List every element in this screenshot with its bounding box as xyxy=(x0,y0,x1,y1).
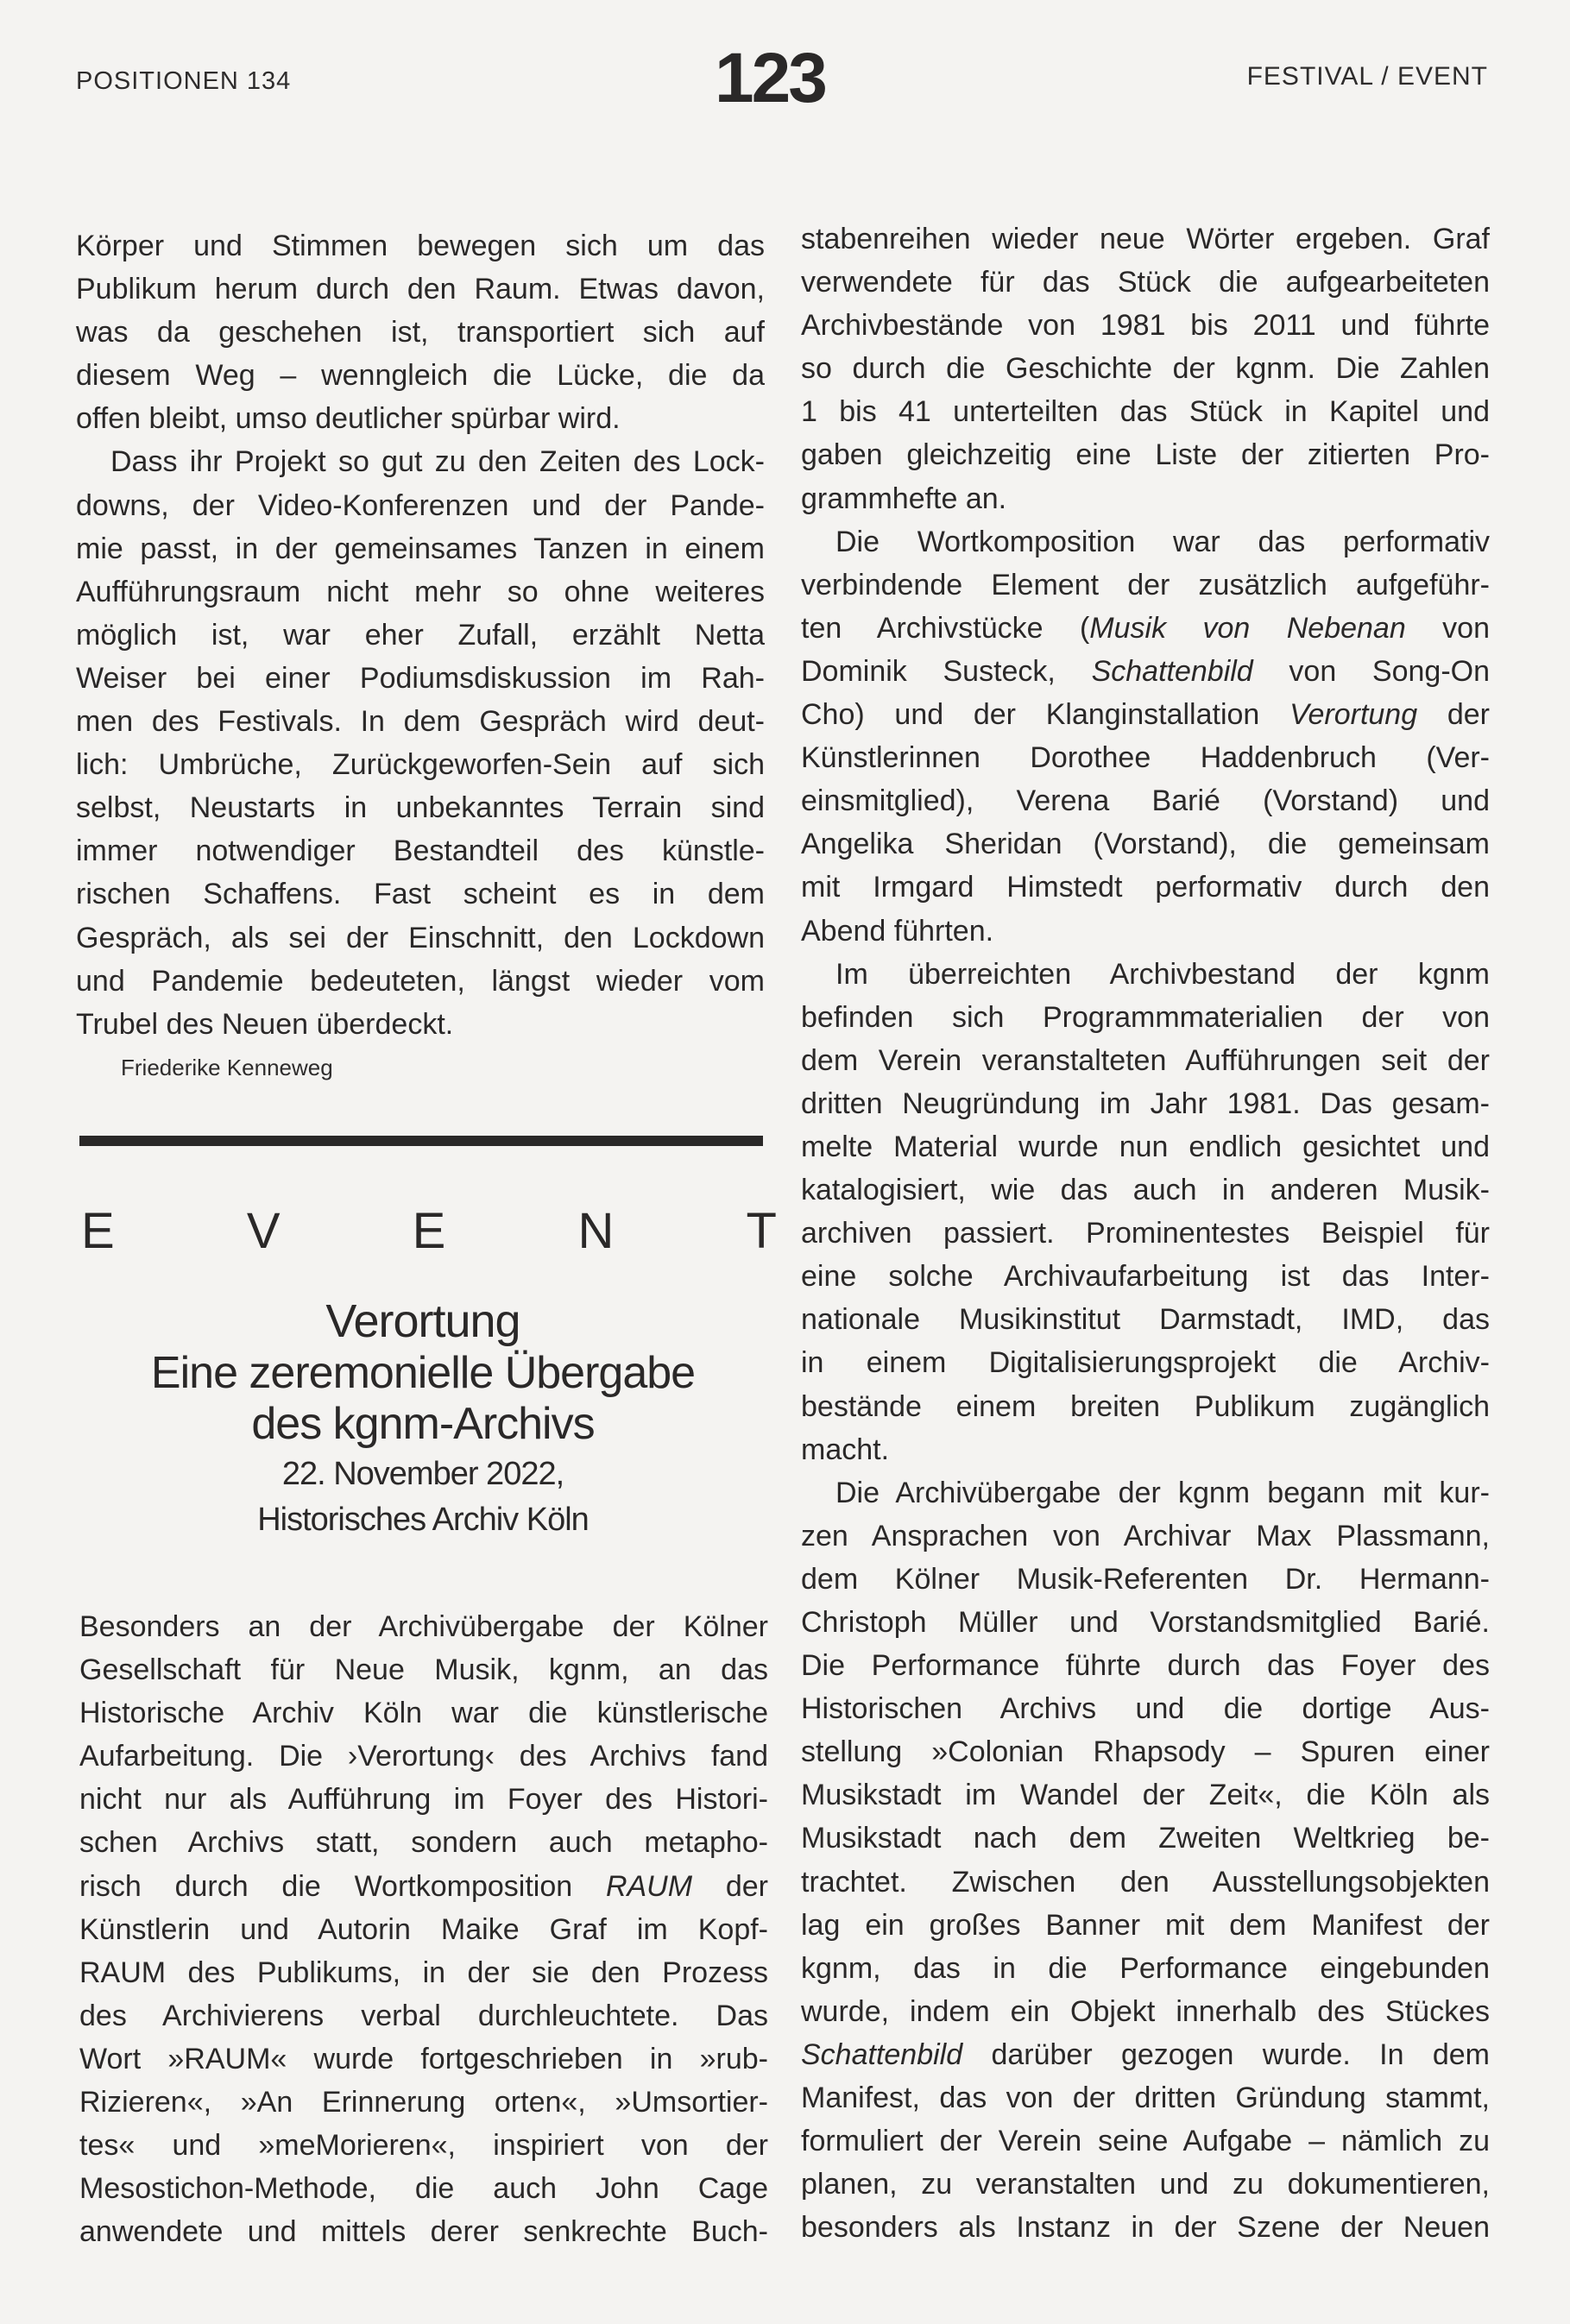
text-line: Besonders an der Archivübergabe der Kölner xyxy=(79,1610,768,1643)
section-label-letter: N xyxy=(577,1203,615,1259)
text-line: melte Material wurde nun endlich gesichtet und xyxy=(801,1130,1490,1163)
italic-title: RAUM xyxy=(605,1869,693,1903)
text-line: Mesostichon-Methode, die auch John Cage xyxy=(79,2172,768,2206)
text-line: Publikum herum durch den Raum. Etwas davon, xyxy=(76,273,765,306)
section-label-letter: E xyxy=(412,1203,446,1259)
paragraph xyxy=(76,440,765,1045)
running-header-left: POSITIONEN 134 xyxy=(76,67,292,95)
italic-title: Schattenbild xyxy=(801,2037,963,2071)
previous-article-ending xyxy=(76,224,765,1046)
text-line: was da geschehen ist, transportiert sich auf xyxy=(76,316,765,350)
text-line: stabenreihen wieder neue Wörter ergeben. Graf xyxy=(801,223,1490,255)
text-line: eine solche Archivaufarbeitung ist das Inter- xyxy=(801,1260,1490,1294)
text-line: in einem Digitalisierungsprojekt die Archiv- xyxy=(801,1346,1490,1380)
text-line: Musikstadt nach dem Zweiten Weltkrieg be- xyxy=(801,1822,1490,1855)
text-line: trachtet. Zwischen den Ausstellungsobjekten xyxy=(801,1865,1490,1899)
text-line: ten Archivstücke (Musik von Nebenan von xyxy=(801,611,1490,645)
text-line: Dass ihr Projekt so gut zu den Zeiten des Lock- xyxy=(110,445,765,479)
text-line: lich: Umbrüche, Zurückgeworfen-Sein auf sich xyxy=(76,748,765,782)
event-heading xyxy=(79,1294,766,1541)
text-line: rischen Schaffens. Fast scheint es in dem xyxy=(76,878,765,911)
paragraph xyxy=(801,1471,1490,2250)
text-line: selbst, Neustarts in unbekanntes Terrain sind xyxy=(76,791,765,825)
text-line: Künstlerin und Autorin Maike Graf im Kopf- xyxy=(79,1912,768,1946)
event-subtitle: des kgnm-Archivs xyxy=(251,1399,595,1449)
text-line: mit Irmgard Himstedt performativ durch den xyxy=(801,871,1490,904)
text-line: anwendete und mittels derer senkrechte Buch- xyxy=(79,2215,768,2249)
text-line: Körper und Stimmen bewegen sich um das xyxy=(76,230,765,262)
text-line: Trubel des Neuen überdeckt. xyxy=(76,1007,454,1041)
text-line: katalogisiert, wie das auch in anderen Musik- xyxy=(801,1174,1490,1207)
text-line: gaben gleichzeitig eine Liste der zitierten Pro- xyxy=(801,438,1490,472)
event-article-body-continued xyxy=(801,217,1490,2249)
text-line: downs, der Video-Konferenzen und der Pande- xyxy=(76,488,765,522)
text-line: verbindende Element der zusätzlich aufgeführ- xyxy=(801,568,1490,601)
text-line: so durch die Geschichte der kgnm. Die Zahlen xyxy=(801,352,1490,386)
section-divider xyxy=(79,1136,763,1146)
text-line: Rizieren«, »An Erinnerung orten«, »Umsortier- xyxy=(79,2086,768,2119)
text-line: Gespräch, als sei der Einschnitt, den Lockdown xyxy=(76,921,765,954)
text-line: dem Verein veranstalteten Aufführungen seit der xyxy=(801,1043,1490,1077)
article-author: Friederike Kenneweg xyxy=(121,1055,333,1080)
italic-title: Schattenbild xyxy=(1091,654,1253,688)
text-line: Christoph Müller und Vorstandsmitglied Barié. xyxy=(801,1606,1490,1639)
text-line: mie passt, in der gemeinsames Tanzen in einem xyxy=(76,532,765,565)
text-line: Gesellschaft für Neue Musik, kgnm, an das xyxy=(79,1653,768,1687)
text-line: befinden sich Programmmaterialien der von xyxy=(801,1000,1490,1034)
text-line: bestände einem breiten Publikum zugänglich xyxy=(801,1389,1490,1423)
text-line: Weiser bei einer Podiumsdiskussion im Rah- xyxy=(76,661,765,695)
text-line: wurde, indem ein Objekt innerhalb des Stückes xyxy=(801,1994,1490,2028)
text-line: kgnm, das in die Performance eingebunden xyxy=(801,1951,1490,1985)
text-line: Aufführungsraum nicht mehr so ohne weiteres xyxy=(76,575,765,608)
text-line: Die Archivübergabe der kgnm begann mit kur- xyxy=(835,1476,1490,1509)
text-line: planen, zu veranstalten und zu dokumentieren, xyxy=(801,2168,1490,2201)
text-line: Historischen Archivs und die dortige Aus- xyxy=(801,1692,1490,1726)
text-line: formuliert der Verein seine Aufgabe – nämlich zu xyxy=(801,2125,1490,2158)
text-line: Wort »RAUM« wurde fortgeschrieben in »rub- xyxy=(79,2042,768,2075)
text-line: verwendete für das Stück die aufgearbeiteten xyxy=(801,266,1490,299)
text-line: besonders als Instanz in der Szene der Neuen xyxy=(801,2211,1490,2245)
text-line: Die Performance führte durch das Foyer des xyxy=(801,1649,1490,1683)
text-line: Aufarbeitung. Die ›Verortung‹ des Archivs fand xyxy=(79,1740,768,1773)
event-location: Historisches Archiv Köln xyxy=(257,1502,589,1538)
text-line: möglich ist, war eher Zufall, erzählt Netta xyxy=(76,618,765,652)
event-subtitle: Eine zeremonielle Übergabe xyxy=(150,1348,696,1398)
text-line: 1 bis 41 unterteilten das Stück in Kapitel und xyxy=(801,395,1490,429)
text-line: grammhefte an. xyxy=(801,482,1007,515)
text-line: RAUM des Publikums, in der sie den Prozess xyxy=(79,1956,768,1989)
paragraph xyxy=(801,217,1490,520)
section-label-letter: V xyxy=(246,1203,281,1259)
text-line: Dominik Susteck, Schattenbild von Song-On xyxy=(801,654,1490,688)
text-line: Die Wortkomposition war das performativ xyxy=(835,525,1490,558)
paragraph xyxy=(76,224,765,440)
text-line: Schattenbild darüber gezogen wurde. In dem xyxy=(801,2037,1490,2071)
text-line: nationale Musikinstitut Darmstadt, IMD, das xyxy=(801,1303,1490,1337)
text-line: Musikstadt im Wandel der Zeit«, die Köln als xyxy=(801,1779,1490,1812)
text-line: Archivbestände von 1981 bis 2011 und führte xyxy=(801,309,1490,343)
text-line: zen Ansprachen von Archivar Max Plassmann, xyxy=(801,1519,1490,1552)
text-line: einsmitglied), Verena Barié (Vorstand) und xyxy=(801,784,1490,818)
italic-title: Musik von Nebenan xyxy=(1089,611,1406,645)
text-line: Angelika Sheridan (Vorstand), die gemeinsam xyxy=(801,828,1490,861)
section-label-event xyxy=(81,1203,777,1259)
text-line: des Archivierens verbal durchleuchtete. Das xyxy=(79,1999,768,2032)
italic-title: Verortung xyxy=(1289,698,1418,732)
text-line: immer notwendiger Bestandteil des künstle- xyxy=(76,834,765,868)
event-article-body-start xyxy=(79,1605,768,2253)
text-line: stellung »Colonian Rhapsody – Spuren einer xyxy=(801,1735,1490,1769)
text-line: diesem Weg – wenngleich die Lücke, die da xyxy=(76,359,765,393)
text-line: Historische Archiv Köln war die künstlerische xyxy=(79,1697,768,1730)
text-line: Künstlerinnen Dorothee Haddenbruch (Ver- xyxy=(801,741,1490,775)
text-line: Cho) und der Klanginstallation Verortung der xyxy=(801,698,1490,732)
text-line: Im überreichten Archivbestand der kgnm xyxy=(835,957,1490,991)
page-number: 123 xyxy=(715,39,825,117)
text-line: archiven passiert. Prominentestes Beispiel für xyxy=(801,1217,1490,1250)
text-line: risch durch die Wortkomposition RAUM der xyxy=(79,1869,768,1903)
event-date: 22. November 2022, xyxy=(281,1456,564,1492)
text-line: men des Festivals. In dem Gespräch wird deut- xyxy=(76,705,765,739)
text-line: macht. xyxy=(801,1433,890,1466)
text-line: lag ein großes Banner mit dem Manifest der xyxy=(801,1908,1490,1942)
text-line: schen Archivs statt, sondern auch metapho- xyxy=(79,1826,768,1860)
text-line: tes« und »meMorieren«, inspiriert von der xyxy=(79,2129,768,2163)
text-line: offen bleibt, umso deutlicher spürbar wird. xyxy=(76,402,621,436)
text-line: und Pandemie bedeuteten, längst wieder vom xyxy=(76,964,765,998)
text-line: dritten Neugründung im Jahr 1981. Das gesam- xyxy=(801,1086,1490,1120)
text-line: dem Kölner Musik-Referenten Dr. Hermann- xyxy=(801,1562,1490,1596)
paragraph xyxy=(801,953,1490,1471)
section-label-letter: E xyxy=(81,1203,115,1259)
text-line: Abend führten. xyxy=(801,914,994,948)
text-line: nicht nur als Aufführung im Foyer des Histori- xyxy=(79,1783,768,1817)
text-line: Manifest, das von der dritten Gründung stammt, xyxy=(801,2082,1490,2115)
section-label-letter: T xyxy=(746,1203,777,1259)
event-title: Verortung xyxy=(325,1295,520,1347)
running-header-right: FESTIVAL / EVENT xyxy=(1246,62,1488,91)
paragraph xyxy=(801,520,1490,953)
